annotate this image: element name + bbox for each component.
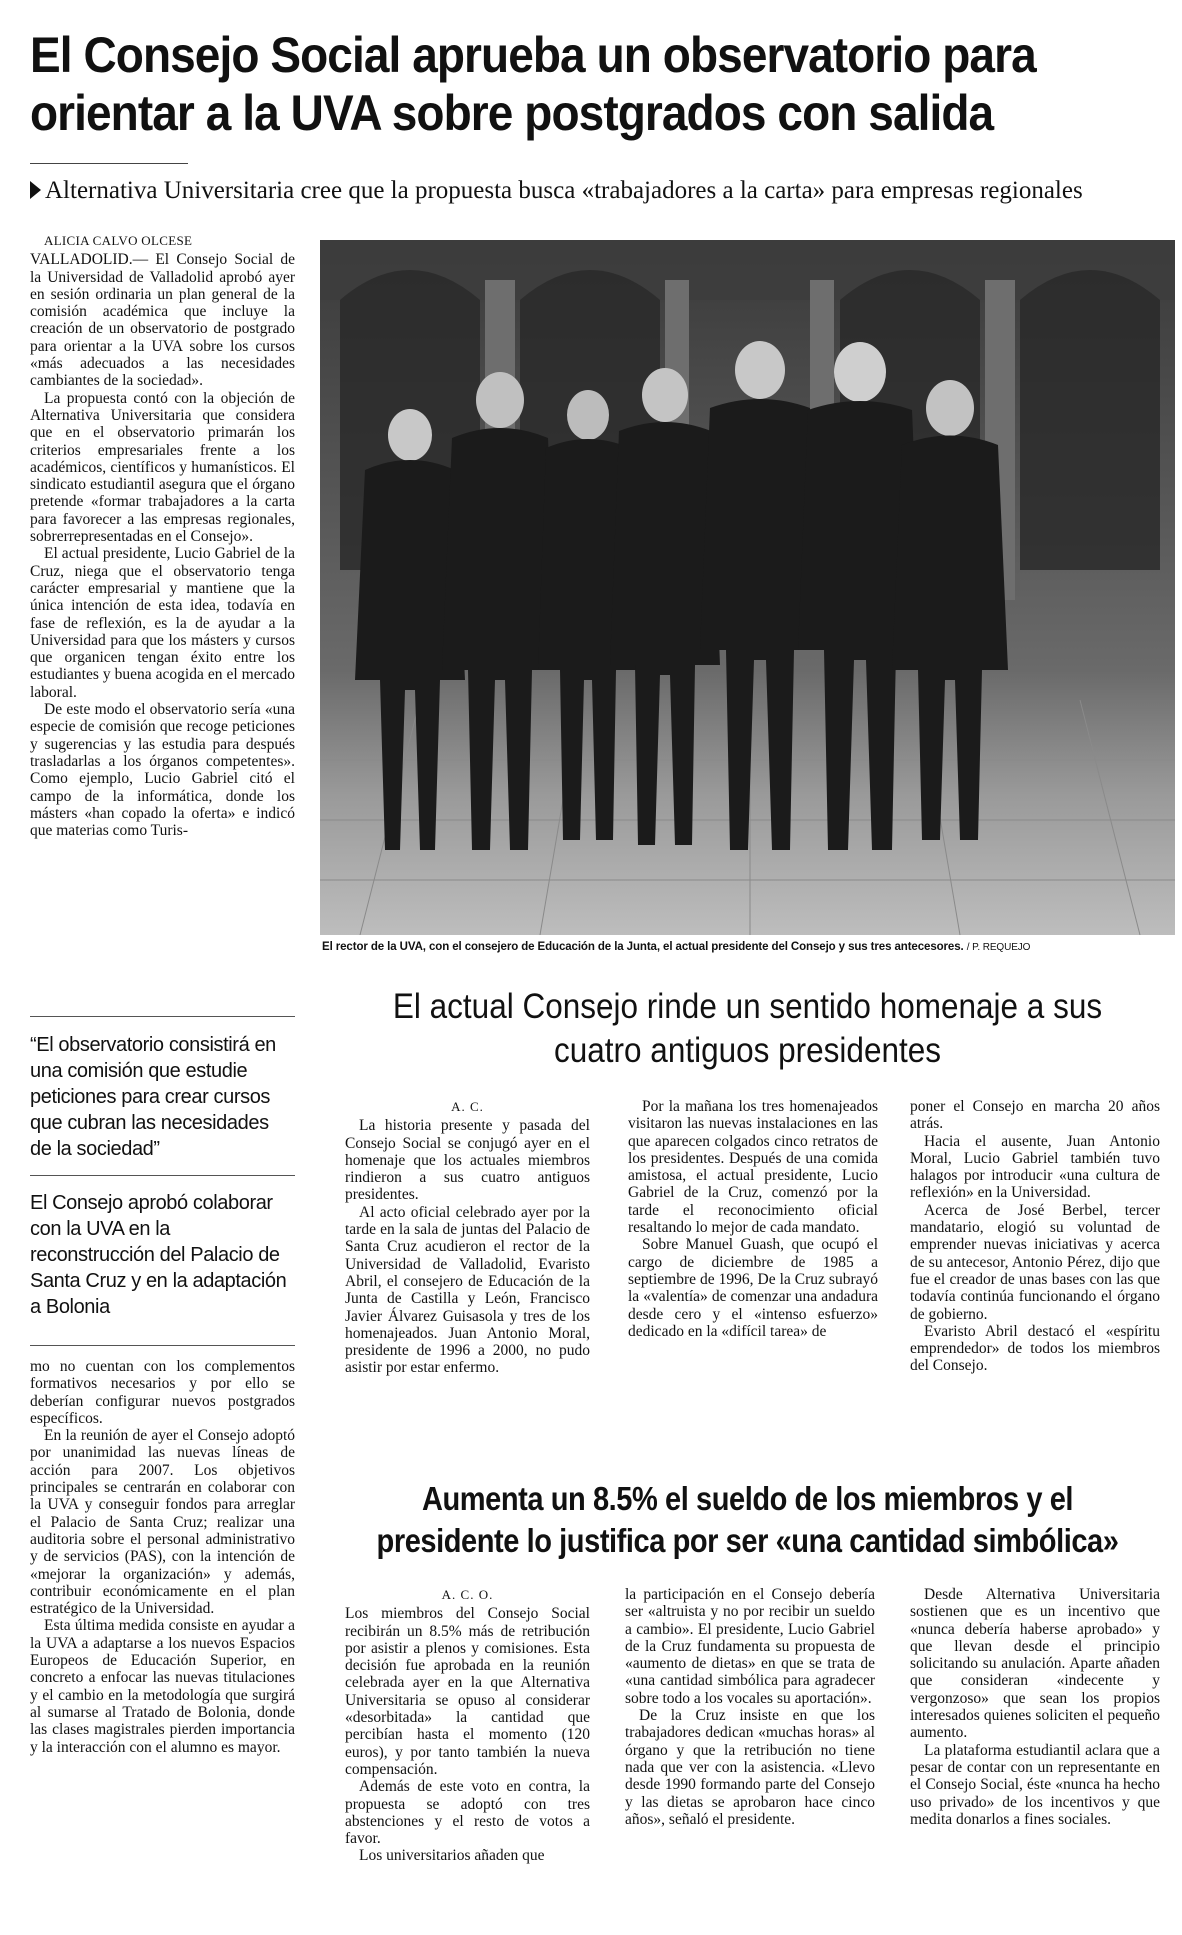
subheadline bbox=[30, 176, 1170, 206]
paragraph: Además de este voto en contra, la propuesta se adoptó con tres abstenciones y el resto de votos a favor. bbox=[345, 1778, 590, 1848]
paragraph: De este modo el observatorio sería «una especie de comisión que recoge peticiones y sugerencias y las estudia para después trasladarlas a los órganos competentes». Como ejemplo, Lucio Gabriel citó el campo de la informática, donde los másters «han copado la oferta» e indicó que materias como Turis- bbox=[30, 701, 295, 840]
paragraph: En la reunión de ayer el Consejo adoptó por unanimidad las nuevas líneas de acción para 2007. Los objetivos principales se centrarán en colaborar con la UVA y conseguir fondos para arreglar el Palacio de Santa Cruz; realizar una auditoria sobre el personal administrativo y de servicios (PAS), con la intención de «mejorar la organización» y además, contribuir económicamente en el plan estratégico de la Universidad. bbox=[30, 1427, 295, 1618]
divider bbox=[30, 1175, 295, 1176]
triangle-bullet-icon bbox=[30, 181, 41, 199]
paragraph: VALLADOLID.— El Consejo Social de la Universidad de Valladolid aprobó ayer en sesión ordinaria un plan general de la comisión académica que incluye la creación de un observatorio de postgrado para orientar a la UVA sobre los cursos «más adecuados a las necesidades cambiantes de la sociedad». bbox=[30, 251, 295, 390]
byline: A. C. bbox=[451, 1099, 484, 1114]
paragraph: Desde Alternativa Universitaria sostienen que es un incentivo que «nunca debería haberse aprobado» y que llevan desde el principio solicitando su anulación. Aparte añaden que consideran «indecente y vergonzoso» que sean los propios interesados quienes soliciten el pequeño aumento. bbox=[910, 1586, 1160, 1742]
byline: ALICIA CALVO OLCESE bbox=[44, 233, 193, 248]
paragraph: Hacia el ausente, Juan Antonio Moral, Lucio Gabriel también tuvo halagos por introducir «una cultura de reflexión» en la Universidad. bbox=[910, 1132, 1160, 1202]
paragraph: De la Cruz insiste en que los trabajadores dedican «muchas horas» al órgano y que la retribución no tiene nada que ver con la asistencia. «Llevo desde 1990 formando parte del Consejo y las dietas se aprobaron hace cinco años», señaló el presidente. bbox=[625, 1707, 875, 1828]
divider bbox=[30, 163, 188, 164]
article-column bbox=[910, 1586, 1160, 1828]
paragraph: La propuesta contó con la objeción de Alternativa Universitaria que considera que en el observatorio primarán los criterios empresariales frente a los académicos, científicos y humanísticos. El sindicato estudiantil asegura que el órgano pretende «formar trabajadores a la carta para favorecer a las empresas regionales, sobrerrepresentadas en el Consejo». bbox=[30, 389, 295, 546]
article-column bbox=[345, 1586, 590, 1865]
subheadline-text: Alternativa Universitaria cree que la propuesta busca «trabajadores a la carta» para empresas regionales bbox=[45, 177, 1083, 204]
group-photo bbox=[320, 240, 1175, 935]
pull-quote: El Consejo aprobó colaborar con la UVA en la reconstrucción del Palacio de Santa Cruz y en la adaptación a Bolonia bbox=[30, 1192, 287, 1318]
group-photo-image bbox=[320, 240, 1175, 935]
paragraph: poner el Consejo en marcha 20 años atrás. bbox=[910, 1098, 1160, 1133]
headline: El Consejo Social aprueba un observatorio para orientar a la UVA sobre postgrados con salida bbox=[30, 27, 1036, 141]
paragraph: Al acto oficial celebrado ayer por la tarde en la sala de juntas del Palacio de Santa Cruz acudieron el rector de la Universidad de Valladolid, Evaristo Abril, el consejero de Educación de la Junta de Castilla y León, Francisco Javier Álvarez Guisasola y tres de los homenajeados. Juan Antonio Moral, presidente de 1996 a 2000, no pudo asistir por estar enfermo. bbox=[345, 1203, 590, 1377]
article-headline: El actual Consejo rinde un sentido homenaje a sus cuatro antiguos presidentes bbox=[392, 987, 1103, 1070]
main-article-continuation bbox=[30, 1358, 295, 1756]
photo-caption bbox=[322, 941, 1182, 953]
photo-credit: / P. REQUEJO bbox=[966, 942, 1031, 953]
paragraph: Evaristo Abril destacó el «espíritu emprendedor» de todos los miembros del Consejo. bbox=[910, 1322, 1160, 1375]
paragraph: Acerca de José Berbel, tercer mandatario, elogió su voluntad de emprender nuevas iniciativas y acerca de su antecesor, Antonio Pérez, dijo que fue el creador de unas bases con las que todavía continúa funcionando el órgano de gobierno. bbox=[910, 1201, 1160, 1323]
paragraph: mo no cuentan con los complementos formativos necesarios y por ello se deberían configurar nuevos postgrados específicos. bbox=[30, 1358, 295, 1427]
divider bbox=[30, 1016, 295, 1017]
paragraph: la participación en el Consejo debería ser «altruista y no por recibir un sueldo a cambio». El presidente, Lucio Gabriel de la Cruz fundamenta su propuesta de «aumento de dietas» en que se trata de «una cantidad simbólica para agradecer sobre todo a los vocales su aportación». bbox=[625, 1586, 875, 1707]
paragraph: Por la mañana los tres homenajeados visitaron las nuevas instalaciones en las que aparecen colgados cinco retratos de los presidentes. Después de una comida amistosa, el actual presidente, Lucio Gabriel de la Cruz, comenzó por la tarde el reconocimiento oficial resaltando lo mejor de cada mandato. bbox=[628, 1098, 878, 1237]
pull-quote: “El observatorio consistirá en una comisión que estudie peticiones para crear cursos que cubran las necesidades de la sociedad” bbox=[30, 1034, 276, 1160]
article-column bbox=[628, 1098, 878, 1340]
paragraph: Los universitarios añaden que bbox=[359, 1847, 545, 1865]
divider bbox=[30, 1345, 295, 1346]
paragraph: Esta última medida consiste en ayudar a la UVA a adaptarse a los nuevos Espacios Europeos de Educación Superior, en concreto a enfocar las nuevas titulaciones y el cambio en la metodología que surgirá al sumarse al Tratado de Bolonia, donde las clases magistrales pierden importancia y la interacción con el alumno es mayor. bbox=[30, 1617, 295, 1756]
article-column bbox=[345, 1098, 590, 1377]
byline: A. C. O. bbox=[441, 1587, 494, 1602]
article-headline: Aumenta un 8.5% el sueldo de los miembros y el presidente lo justifica por ser «una cantidad simbólica» bbox=[376, 1480, 1119, 1559]
paragraph: La plataforma estudiantil aclara que a pesar de contar con un representante en el Consejo Social, éste «nunca ha hecho uso privado» de los incentivos y que medita donarlos a fines sociales. bbox=[910, 1741, 1160, 1828]
main-article-column bbox=[30, 232, 295, 839]
paragraph: El actual presidente, Lucio Gabriel de la Cruz, niega que el observatorio tenga carácter empresarial y mantiene que la única intención de esta idea, todavía en fase de reflexión, es la de ayudar a la Universidad para que los másters y cursos que organicen tengan éxito entre los estudiantes y buena acogida en el mercado laboral. bbox=[30, 545, 295, 701]
paragraph: La historia presente y pasada del Consejo Social se conjugó ayer en el homenaje que los actuales miembros rindieron a sus cuatro antiguos presidentes. bbox=[345, 1117, 590, 1204]
caption-text: El rector de la UVA, con el consejero de Educación de la Junta, el actual presidente del Consejo y sus tres antecesores. bbox=[322, 941, 964, 953]
paragraph: Sobre Manuel Guash, que ocupó el cargo de diciembre de 1985 a septiembre de 1996, De la Cruz subrayó la «valentía» de comenzar una andadura desde cero y el «intenso esfuerzo» dedicado en la «difícil tarea» de bbox=[628, 1236, 878, 1340]
article-column bbox=[625, 1586, 875, 1828]
paragraph: Los miembros del Consejo Social recibirán un 8.5% más de retribución por asistir a plenos y comisiones. Esta decisión fue aprobada en la reunión celebrada ayer en la que Alternativa Universitaria se opuso al considerar «desorbitada» la cantidad que percibían hasta el momento (120 euros), y por tanto también la nueva compensación. bbox=[345, 1605, 590, 1778]
article-column bbox=[910, 1098, 1160, 1375]
